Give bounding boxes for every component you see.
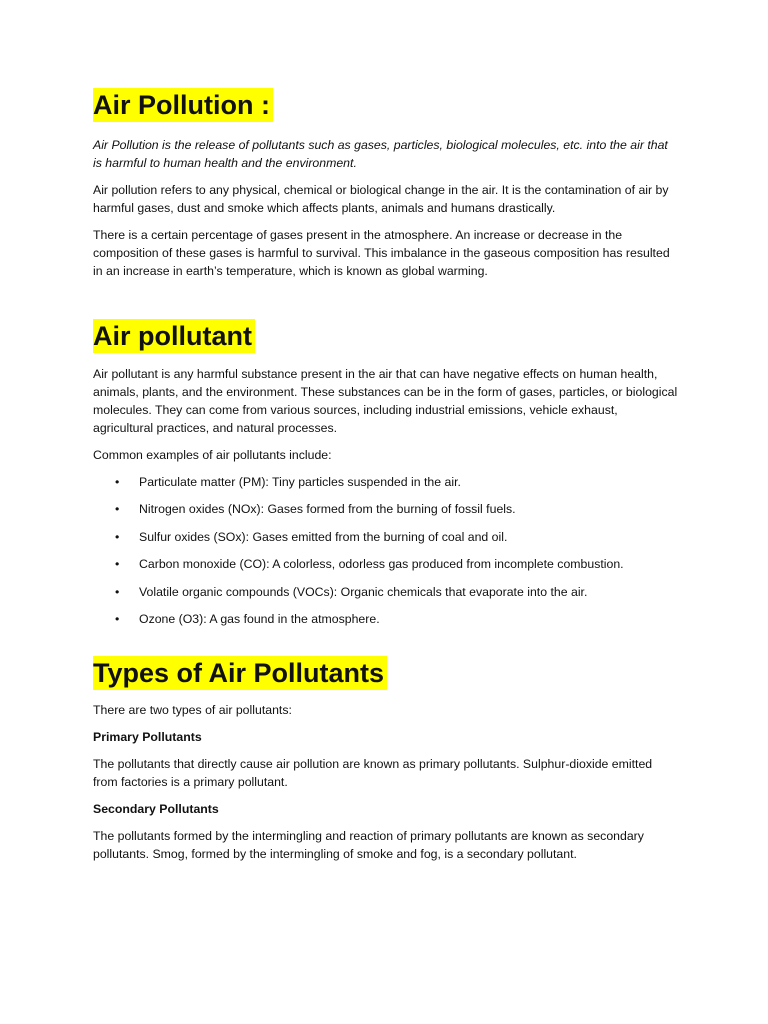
- air-pollutant-paragraph: Air pollutant is any harmful substance present in the air that can have negative effects on human health, animals, plants, and the environment. These substances can be in the form of gases, particles, or biological molecules. They can come from various sources, including industrial emissions, vehicle exhaust, agricultural practices, and natural processes.: [93, 367, 678, 435]
- heading-air-pollutant: Air pollutant: [93, 319, 255, 353]
- bullet-icon: •: [115, 502, 120, 517]
- list-item-text: Sulfur oxides (SOx): Gases emitted from the burning of coal and oil.: [139, 529, 508, 544]
- list-item: [93, 500, 679, 518]
- list-item: [93, 555, 679, 573]
- common-examples-intro: Common examples of air pollutants include:: [93, 448, 332, 462]
- list-item-text: Particulate matter (PM): Tiny particles suspended in the air.: [139, 475, 461, 489]
- secondary-pollutants-text: The pollutants formed by the intermingling and reaction of primary pollutants are known as secondary pollutants. Smog, formed by the intermingling of smoke and fog, is a secondary pollutant.: [93, 828, 644, 861]
- list-item-text: Volatile organic compounds (VOCs): Organic chemicals that evaporate into the air.: [139, 584, 588, 599]
- list-item: [93, 528, 679, 546]
- bullet-icon: •: [115, 475, 120, 489]
- bullet-icon: •: [115, 529, 120, 544]
- air-pollution-definition: Air Pollution is the release of pollutants such as gases, particles, biological molecules, etc. into the air that is harmful to human health and the environment.: [93, 138, 668, 170]
- primary-pollutants-text: The pollutants that directly cause air pollution are known as primary pollutants. Sulphur-dioxide emitted from factories is a primary pollutant.: [93, 756, 653, 789]
- list-item-text: Nitrogen oxides (NOx): Gases formed from the burning of fossil fuels.: [139, 502, 516, 517]
- heading-types-of-air-pollutants: Types of Air Pollutants: [93, 656, 387, 690]
- primary-pollutants-label: Primary Pollutants: [93, 729, 202, 744]
- list-item: [93, 610, 679, 628]
- list-item: [93, 583, 679, 601]
- heading-air-pollution: Air Pollution :: [93, 88, 273, 122]
- list-item-text: Ozone (O3): A gas found in the atmosphere.: [139, 611, 380, 626]
- bullet-icon: •: [115, 584, 120, 599]
- air-pollution-paragraph-1: Air pollution refers to any physical, chemical or biological change in the air. It is the contamination of air by harmful gases, dust and smoke which affects plants, animals and humans drastically.: [93, 183, 669, 215]
- list-item-text: Carbon monoxide (CO): A colorless, odorless gas produced from incomplete combustion.: [139, 557, 624, 572]
- bullet-icon: •: [115, 611, 120, 626]
- bullet-icon: •: [115, 557, 120, 572]
- air-pollution-paragraph-2: There is a certain percentage of gases present in the atmosphere. An increase or decrease in the composition of these gases is harmful to survival. This imbalance in the gaseous composition has resulted in an increase in earth’s temperature, which is known as global warming.: [93, 228, 670, 278]
- list-item: [93, 473, 679, 491]
- document-page: [93, 88, 679, 863]
- secondary-pollutants-label: Secondary Pollutants: [93, 801, 219, 816]
- pollutant-examples-list: [93, 473, 679, 628]
- types-intro: There are two types of air pollutants:: [93, 702, 292, 717]
